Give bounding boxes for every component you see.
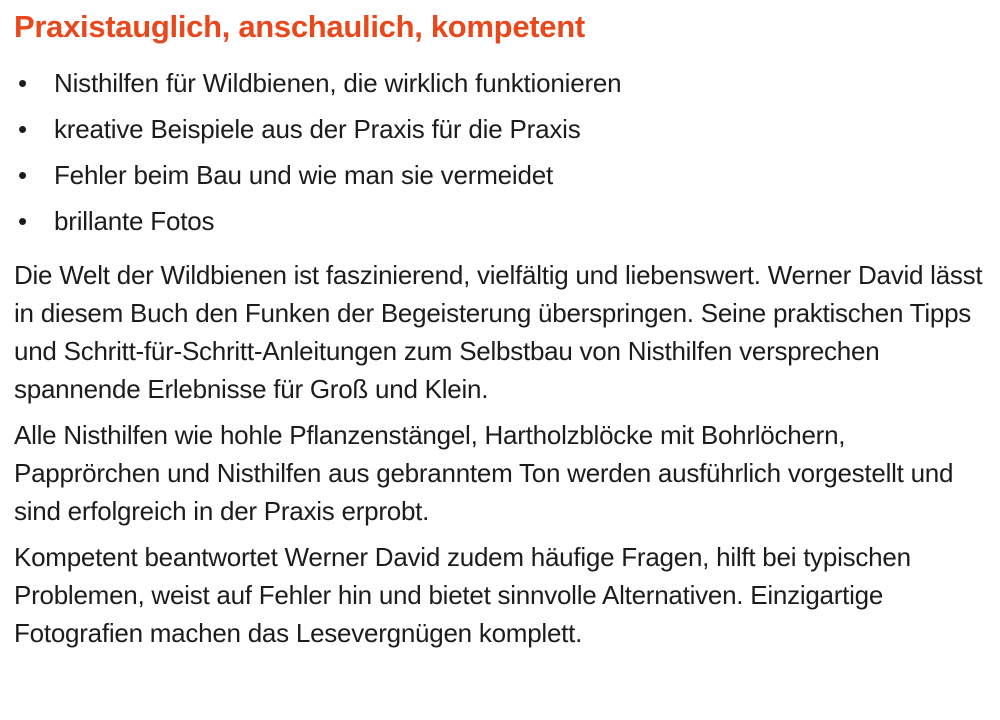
document-page	[14, 8, 990, 652]
paragraph-kompetent: Kompetent beantwortet Werner David zudem häufige Fragen, hilft bei typischen Problemen, weist auf Fehler hin und bietet sinnvolle Alternativen. Einzigartige Fotografien machen das Lesevergnügen komplett.	[14, 542, 911, 648]
list-item-text: Fehler beim Bau und wie man sie vermeidet	[54, 160, 554, 190]
list-item	[14, 60, 990, 106]
list-item	[14, 198, 990, 244]
paragraph-intro: Die Welt der Wildbienen ist faszinierend, vielfältig und liebenswert. Werner David lässt in diesem Buch den Funken der Begeisterung überspringen. Seine praktischen Tipps und Schritt-für-Schritt-Anleitungen zum Selbstbau von Nisthilfen versprechen spannende Erlebnisse für Groß und Klein.	[14, 260, 983, 404]
paragraph-nisthilfen: Alle Nisthilfen wie hohle Pflanzenstängel, Hartholzblöcke mit Bohrlöchern, Papprörchen und Nisthilfen aus gebranntem Ton werden ausführlich vorgestellt und sind erfolgreich in der Praxis erprobt.	[14, 420, 954, 526]
feature-list	[14, 60, 990, 244]
list-item	[14, 106, 990, 152]
list-item-text: Nisthilfen für Wildbienen, die wirklich funktionieren	[54, 68, 622, 98]
bullet-icon: •	[18, 160, 27, 190]
list-item-text: kreative Beispiele aus der Praxis für die Praxis	[54, 114, 581, 144]
list-item	[14, 152, 990, 198]
list-item-text: brillante Fotos	[54, 206, 215, 236]
bullet-icon: •	[18, 114, 27, 144]
bullet-icon: •	[18, 206, 27, 236]
bullet-icon: •	[18, 68, 27, 98]
headline: Praxistauglich, anschaulich, kompetent	[14, 9, 585, 44]
